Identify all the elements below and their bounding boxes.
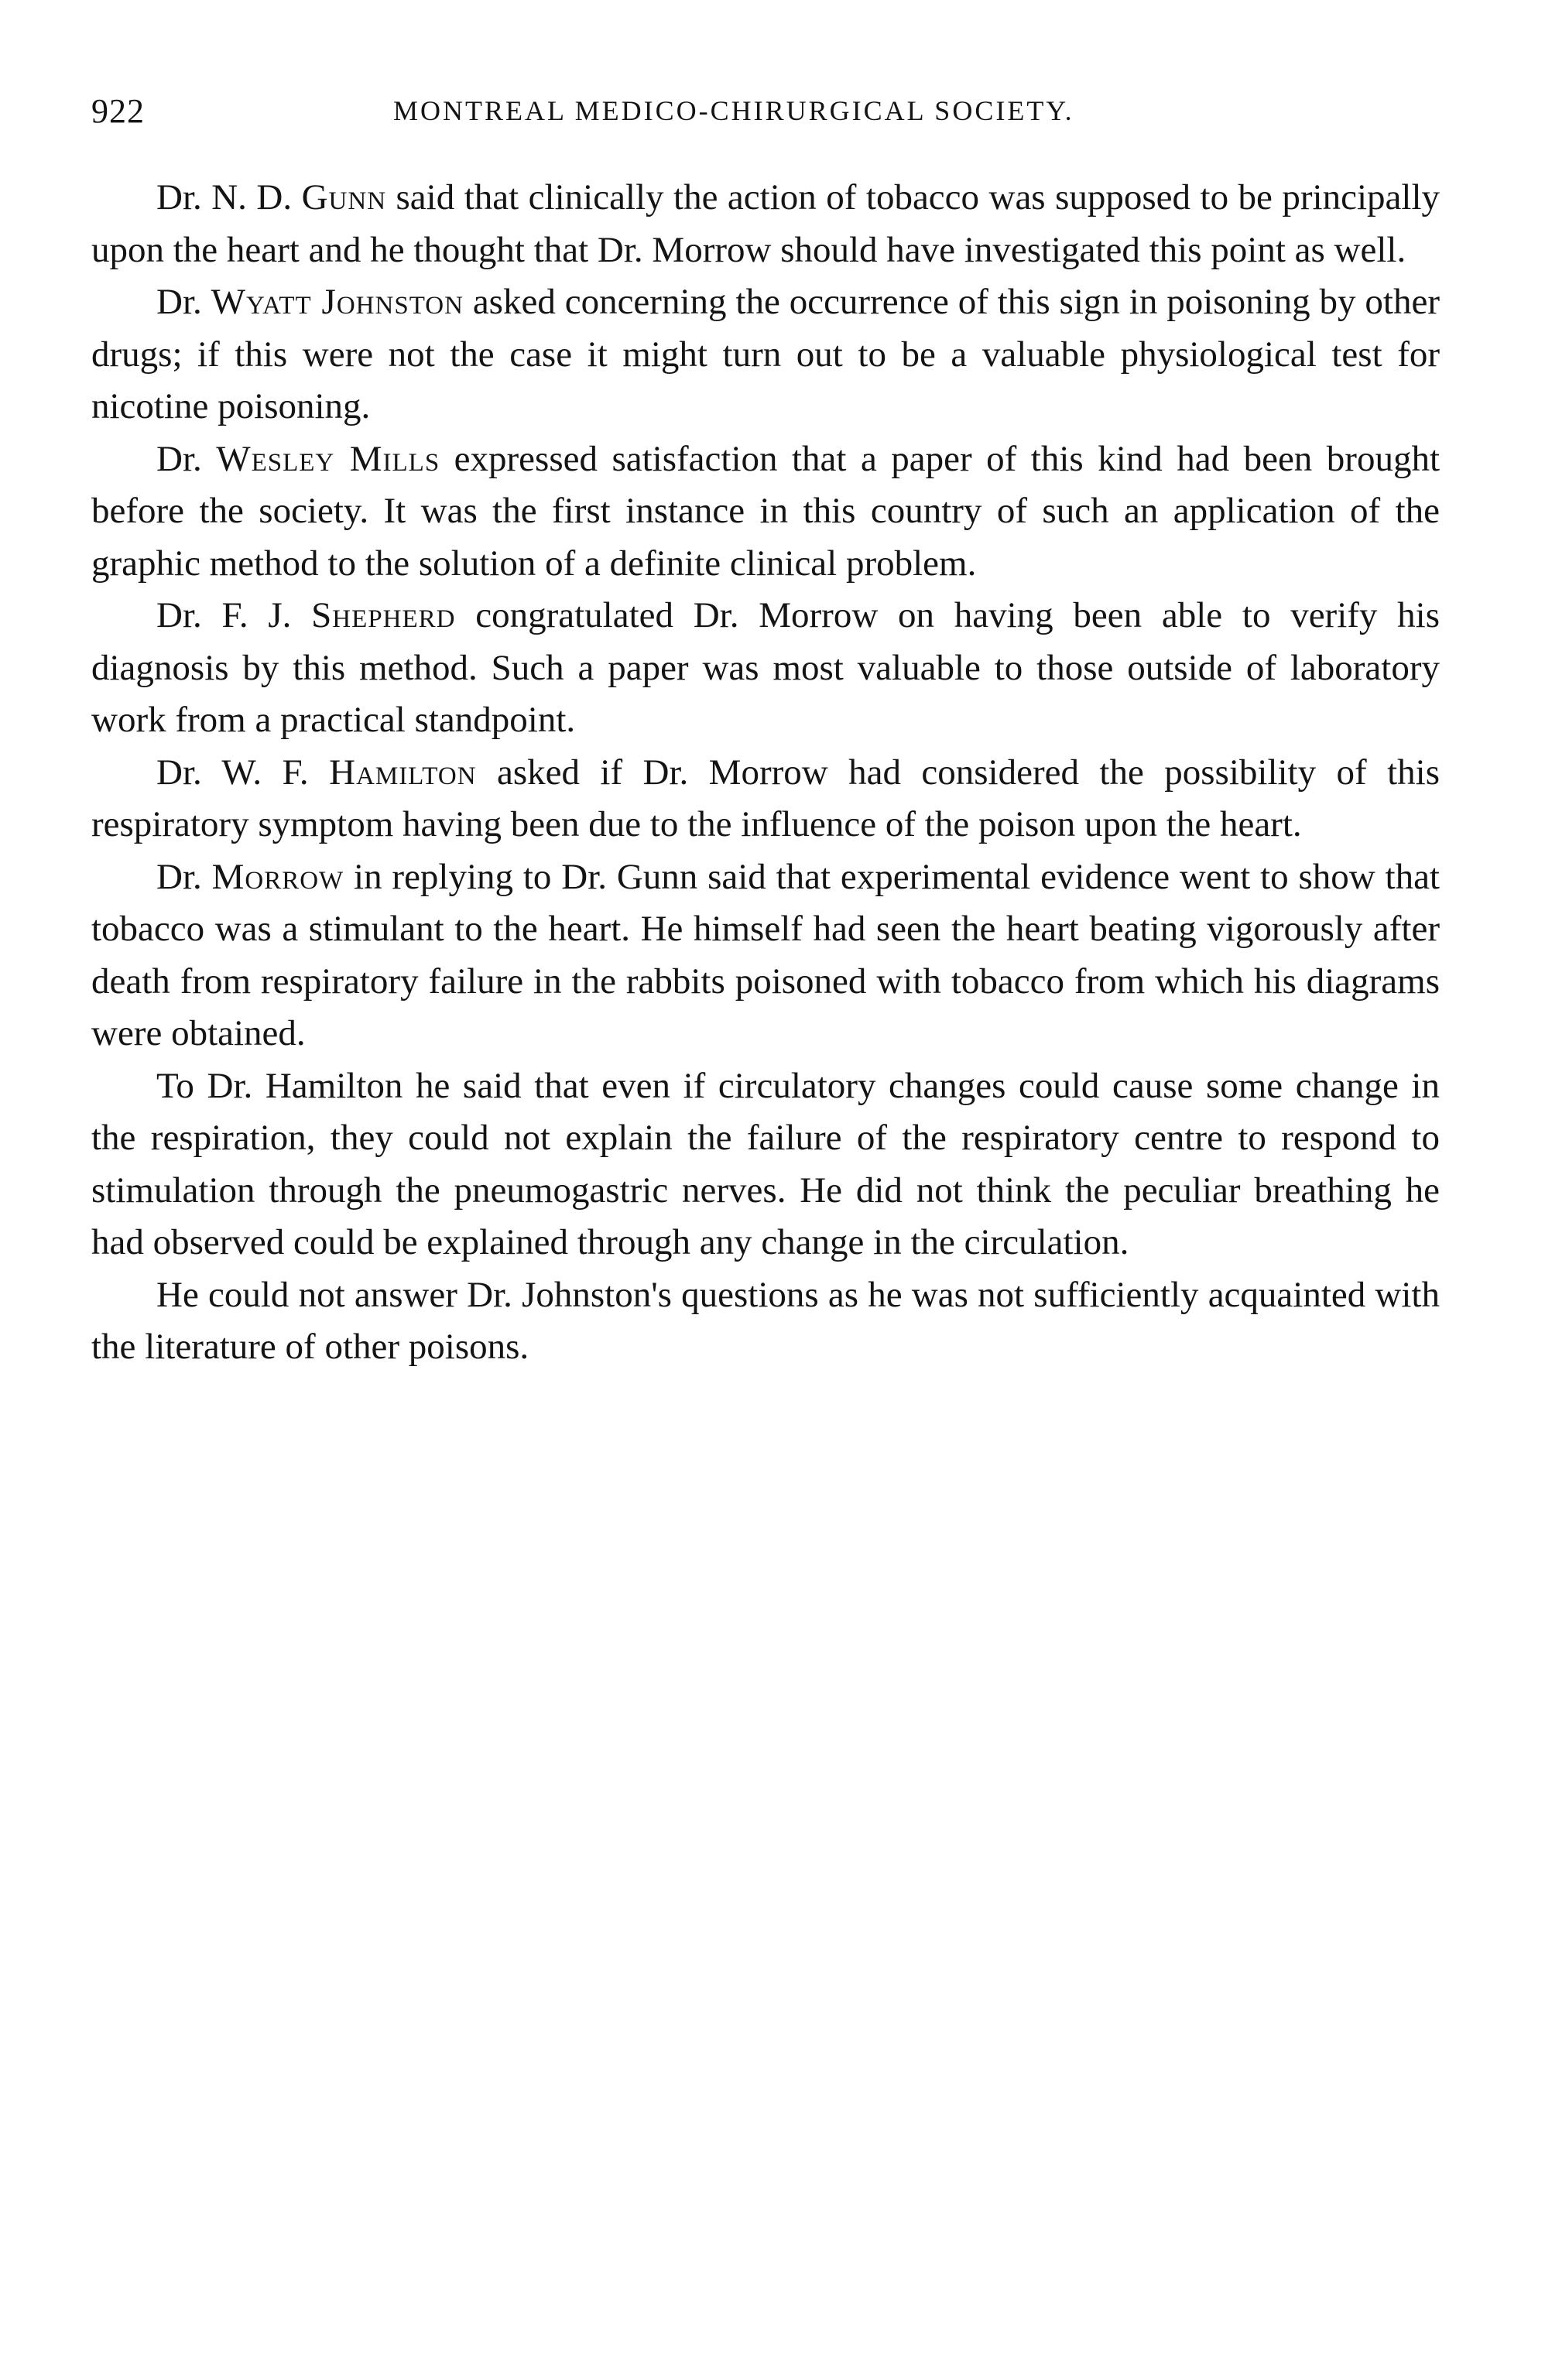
paragraph-johnston <box>91 276 1440 433</box>
speaker-prefix: Dr. W. F. <box>156 752 309 793</box>
running-title: MONTREAL MEDICO-CHIRURGICAL SOCIETY. <box>393 95 1074 126</box>
paragraph-to-hamilton <box>91 1060 1440 1269</box>
speaker-name: Wyatt Johnston <box>211 282 464 322</box>
paragraph-morrow-reply <box>91 851 1440 1060</box>
paragraph-gunn <box>91 172 1440 276</box>
paragraph-text: congratulated Dr. Morrow on having been able to verify his diagnosis by this method. Such a paper was most valuable to those outside of laboratory work from a practical standpoint. <box>91 595 1441 740</box>
speaker-name: Morrow <box>211 856 344 897</box>
paragraph-mills <box>91 433 1440 591</box>
speaker-prefix: Dr. <box>156 282 202 322</box>
paragraph-shepherd <box>91 590 1440 747</box>
paragraph-to-johnston <box>91 1269 1440 1374</box>
speaker-name: Gunn <box>301 177 387 217</box>
paragraph-hamilton <box>91 747 1440 851</box>
speaker-prefix: Dr. <box>156 856 202 897</box>
speaker-prefix: Dr. F. J. <box>156 595 292 635</box>
paragraph-text: said that clinically the action of tobacco was supposed to be principally upon the heart and he thought that Dr. Morrow should have investigated this point as well. <box>91 177 1441 270</box>
running-head <box>91 91 1454 138</box>
speaker-name: Hamilton <box>329 752 477 793</box>
speaker-name: Wesley Mills <box>216 438 440 479</box>
speaker-prefix: Dr. <box>156 438 202 479</box>
paragraph-text: To Dr. Hamilton he said that even if circulatory changes could cause some change in the respiration, they could not explain the failure of the respiratory centre to respond to stimulation through the pneumogastric nerves. He did not think the peculiar breathing he had observed could be explained through any change in the circulation. <box>91 1065 1440 1262</box>
page-number: 922 <box>91 92 145 130</box>
paragraph-text: asked concerning the occurrence of this sign in poisoning by other drugs; if this were not the case it might turn out to be a valuable physiological test for nicotine poisoning. <box>91 282 1440 426</box>
paragraph-text: expressed satisfaction that a paper of this kind had been brought before the society. It was the first instance in this country of such an application of the graphic method to the solution of a definite clinical problem. <box>91 438 1440 584</box>
paragraph-text: He could not answer Dr. Johnston's questions as he was not sufficiently acquainted with the literature of other poisons. <box>91 1274 1440 1367</box>
paragraph-text: in replying to Dr. Gunn said that experimental evidence went to show that tobacco was a stimulant to the heart. He himself had seen the heart beating vigorously after death from respiratory failure in the rabbits poisoned with tobacco from which his diagrams were obtained. <box>91 856 1440 1053</box>
body-text <box>91 172 1440 1374</box>
speaker-name: Shepherd <box>311 595 456 635</box>
speaker-prefix: Dr. N. D. <box>156 177 293 217</box>
paragraph-text: asked if Dr. Morrow had considered the possibility of this respiratory symptom having been due to the influence of the poison upon the heart. <box>91 752 1440 844</box>
